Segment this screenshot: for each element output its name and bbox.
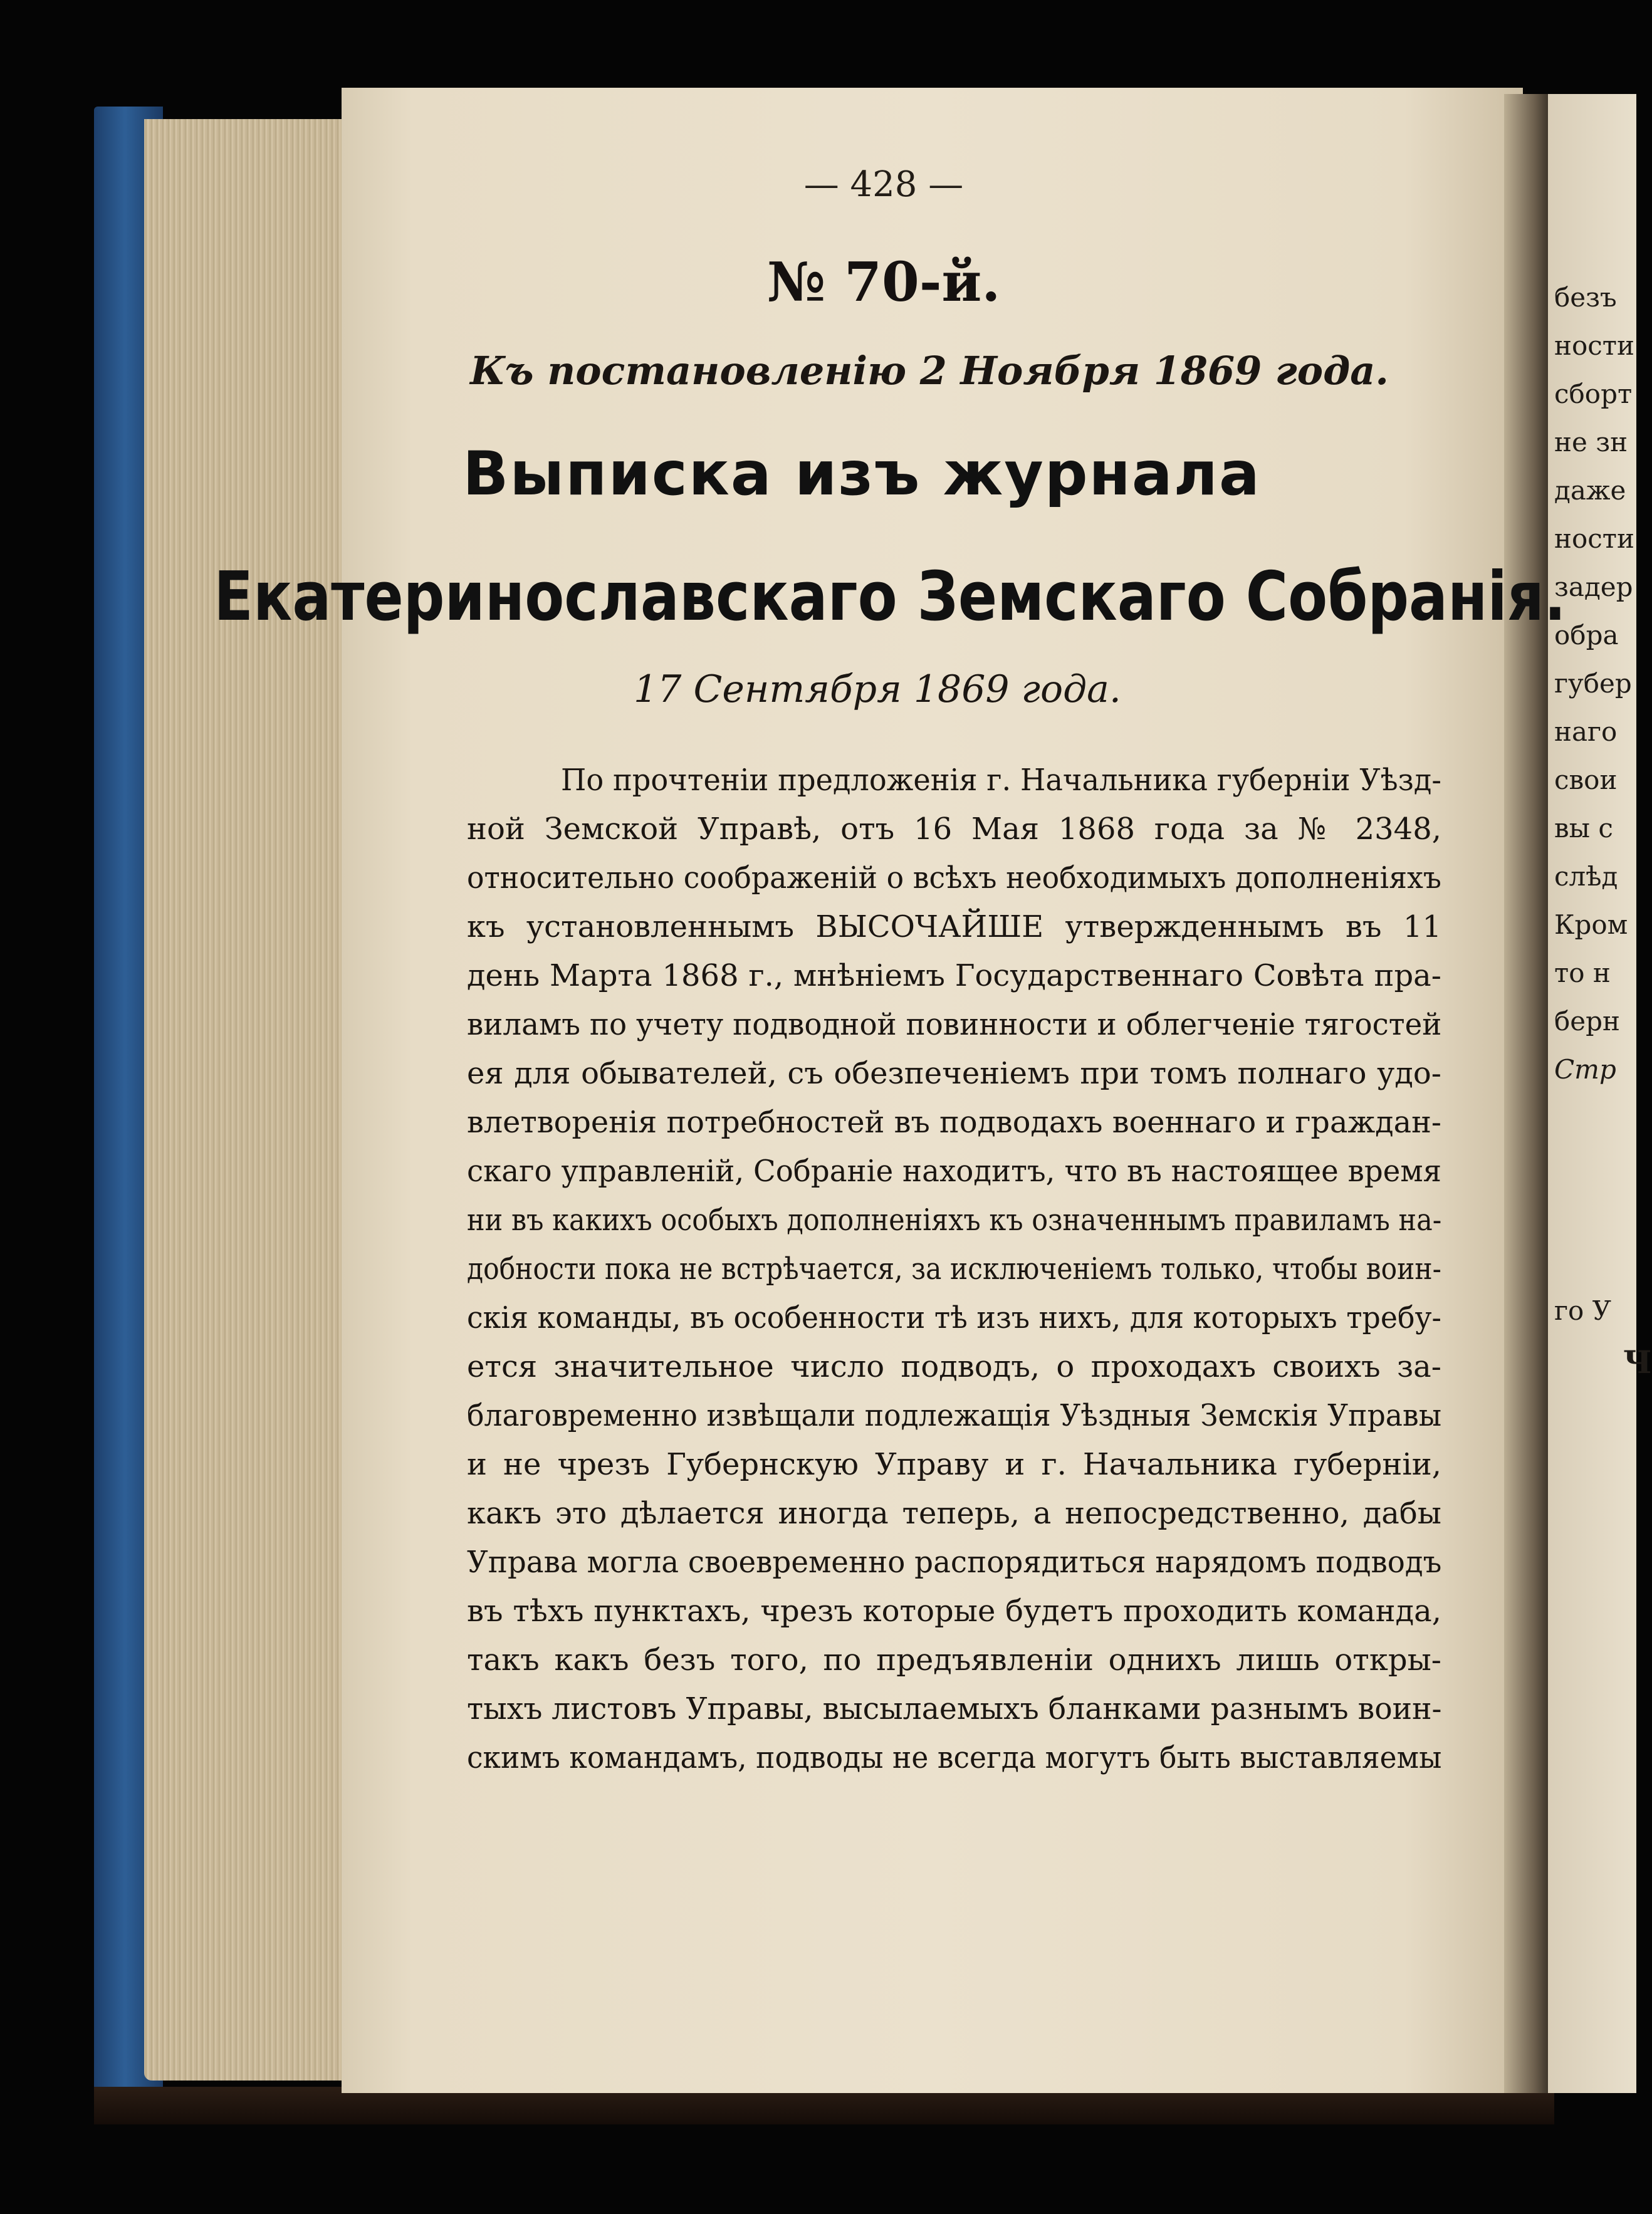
body-line: Управа могла своевременно распорядиться нарядомъ подводъ (467, 1545, 1442, 1580)
body-line: скимъ командамъ, подводы не всегда могутъ быть выставляемы (467, 1740, 1442, 1775)
right-page-fragment: сборт (1554, 379, 1633, 409)
body-line: влетворенія потребностей въ подводахъ военнаго и граждан- (467, 1105, 1441, 1140)
right-page-fragment: Кром (1554, 909, 1628, 940)
right-page-fragment: не зн (1554, 427, 1628, 457)
body-line: ни въ какихъ особыхъ дополненіяхъ къ означеннымъ правиламъ на- (467, 1203, 1442, 1238)
body-line: такъ какъ безъ того, по предъявленіи однихъ лишь откры- (467, 1642, 1441, 1678)
body-line: тыхъ листовъ Управы, высылаемыхъ бланками разнымъ воин- (467, 1691, 1442, 1726)
book-gutter (1504, 94, 1554, 2093)
body-line: къ установленнымъ ВЫСОЧАЙШЕ утвержденнымъ въ 11 (467, 909, 1441, 944)
body-line: въ тѣхъ пунктахъ, чрезъ которые будетъ проходить команда, (467, 1594, 1441, 1629)
heading-line-1: Выписка изъ журнала (463, 439, 1261, 509)
resolution-reference: Къ постановленію 2 Ноября 1869 года. (470, 348, 1389, 394)
body-line: добности пока не встрѣчается, за исключеніемъ только, чтобы воин- (467, 1251, 1441, 1287)
body-line: какъ это дѣлается иногда теперь, а непосредственно, дабы (467, 1496, 1441, 1531)
body-line: скія команды, въ особенности тѣ изъ нихъ, для которыхъ требу- (467, 1300, 1442, 1335)
right-page-fragment: то н (1554, 958, 1611, 988)
body-line: ной Земской Управѣ, отъ 16 Мая 1868 года за № 2348, (467, 812, 1441, 847)
right-page-fragment: слѣд (1554, 861, 1618, 892)
right-page-fragment: вы с (1554, 813, 1613, 843)
body-line: ется значительное число подводъ, о проходахъ своихъ за- (467, 1349, 1441, 1384)
body-line: виламъ по учету подводной повинности и облегченіе тягостей (467, 1007, 1442, 1042)
right-page-fragment: свои (1554, 765, 1618, 795)
body-line: ея для обывателей, съ обезпеченіемъ при томъ полнаго удо- (467, 1056, 1441, 1091)
right-page-fragment: Ч (1623, 1344, 1652, 1381)
right-page-fragment: задер (1554, 572, 1633, 602)
right-page (1548, 94, 1652, 2093)
body-line: и не чрезъ Губернскую Управу и г. Начальника губерніи, (467, 1447, 1441, 1482)
body-line: день Марта 1868 г., мнѣніемъ Государственнаго Совѣта пра- (467, 958, 1441, 993)
right-page-fragment: го У (1554, 1295, 1611, 1326)
right-page-fragment: обра (1554, 620, 1619, 650)
right-page-fragment: Стр (1554, 1054, 1616, 1085)
right-page-fragment: безъ (1554, 282, 1617, 313)
right-page-fragment: наго (1554, 716, 1618, 747)
body-line: относительно соображеній о всѣхъ необходимыхъ дополненіяхъ (467, 860, 1441, 896)
heading-line-2: Екатеринославскаго Земскаго Собранія. (214, 558, 1566, 636)
right-page-fragment: ности (1554, 330, 1635, 361)
document-number: № 70-й. (766, 251, 1001, 314)
body-line: благовременно извѣщали подлежащія Уѣздныя Земскія Управы (467, 1398, 1442, 1433)
right-page-fragment: берн (1554, 1006, 1621, 1037)
right-page-fragment: даже (1554, 475, 1626, 506)
page-number: — 428 — (803, 164, 964, 205)
page-stack-edge (144, 119, 357, 2081)
right-page-fragment: ности (1554, 523, 1635, 554)
right-page-fragment: губер (1554, 668, 1632, 699)
body-line: По прочтеніи предложенія г. Начальника губерніи Уѣзд- (561, 763, 1441, 798)
date-line: 17 Сентября 1869 года. (634, 667, 1121, 711)
body-line: скаго управленій, Собраніе находитъ, что въ настоящее время (467, 1154, 1442, 1189)
